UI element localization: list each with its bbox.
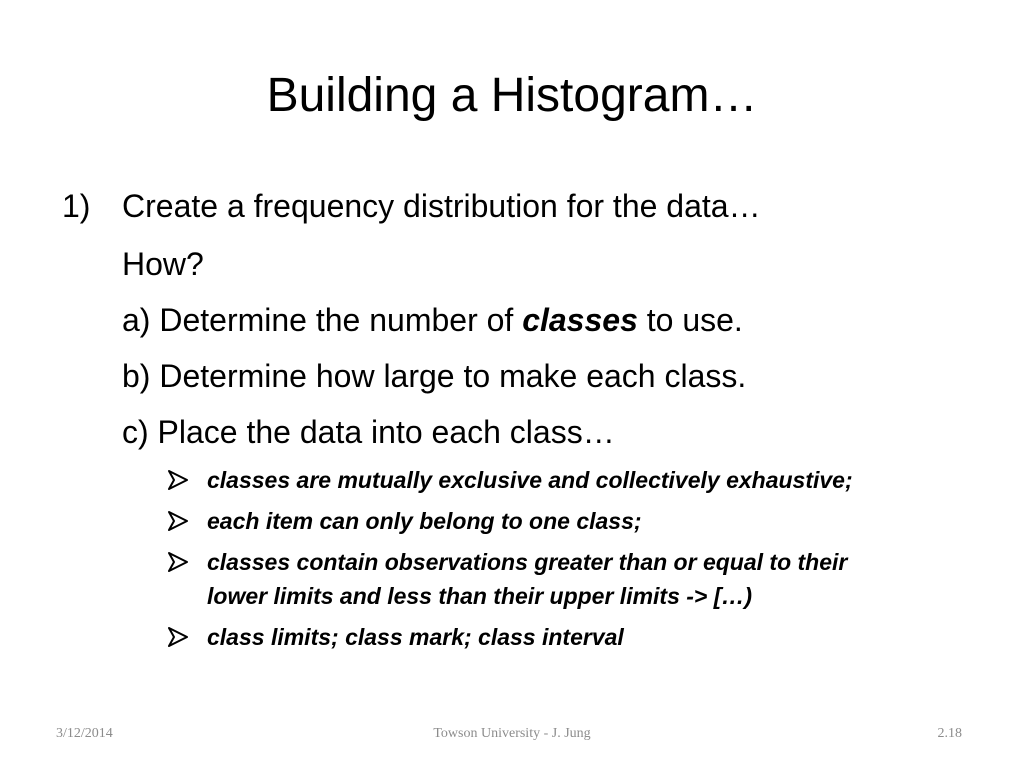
slide-title: Building a Histogram… [266, 69, 758, 122]
step-item-a-prefix: a) Determine the number of [122, 302, 523, 338]
step-item-a [122, 300, 743, 340]
footer-date: 3/12/2014 [56, 726, 113, 741]
step-how: How? [122, 246, 204, 282]
step-item-a-suffix: to use. [637, 302, 743, 338]
step-text: Create a frequency distribution for the data… [122, 188, 761, 224]
arrowhead-bullet-icon [166, 509, 190, 533]
bullet-3-line-2: lower limits and less than their upper limits -> […) [207, 583, 753, 609]
bullet-1-text: classes are mutually exclusive and collectively exhaustive; [207, 467, 853, 493]
bullet-2-text: each item can only belong to one class; [207, 508, 642, 534]
bullet-4-text: class limits; class mark; class interval [207, 624, 624, 650]
step-item-a-emphasis: classes [522, 302, 638, 338]
arrowhead-bullet-icon [166, 625, 190, 649]
footer-center: Towson University - J. Jung [433, 726, 591, 741]
arrowhead-bullet-icon [166, 550, 190, 574]
arrowhead-bullet-icon [166, 468, 190, 492]
step-number: 1) [62, 188, 91, 224]
footer-page-number: 2.18 [937, 726, 962, 741]
step-item-b: b) Determine how large to make each class. [122, 358, 747, 394]
step-item-c: c) Place the data into each class… [122, 414, 615, 450]
bullet-3-line-1: classes contain observations greater than or equal to their [207, 549, 848, 575]
